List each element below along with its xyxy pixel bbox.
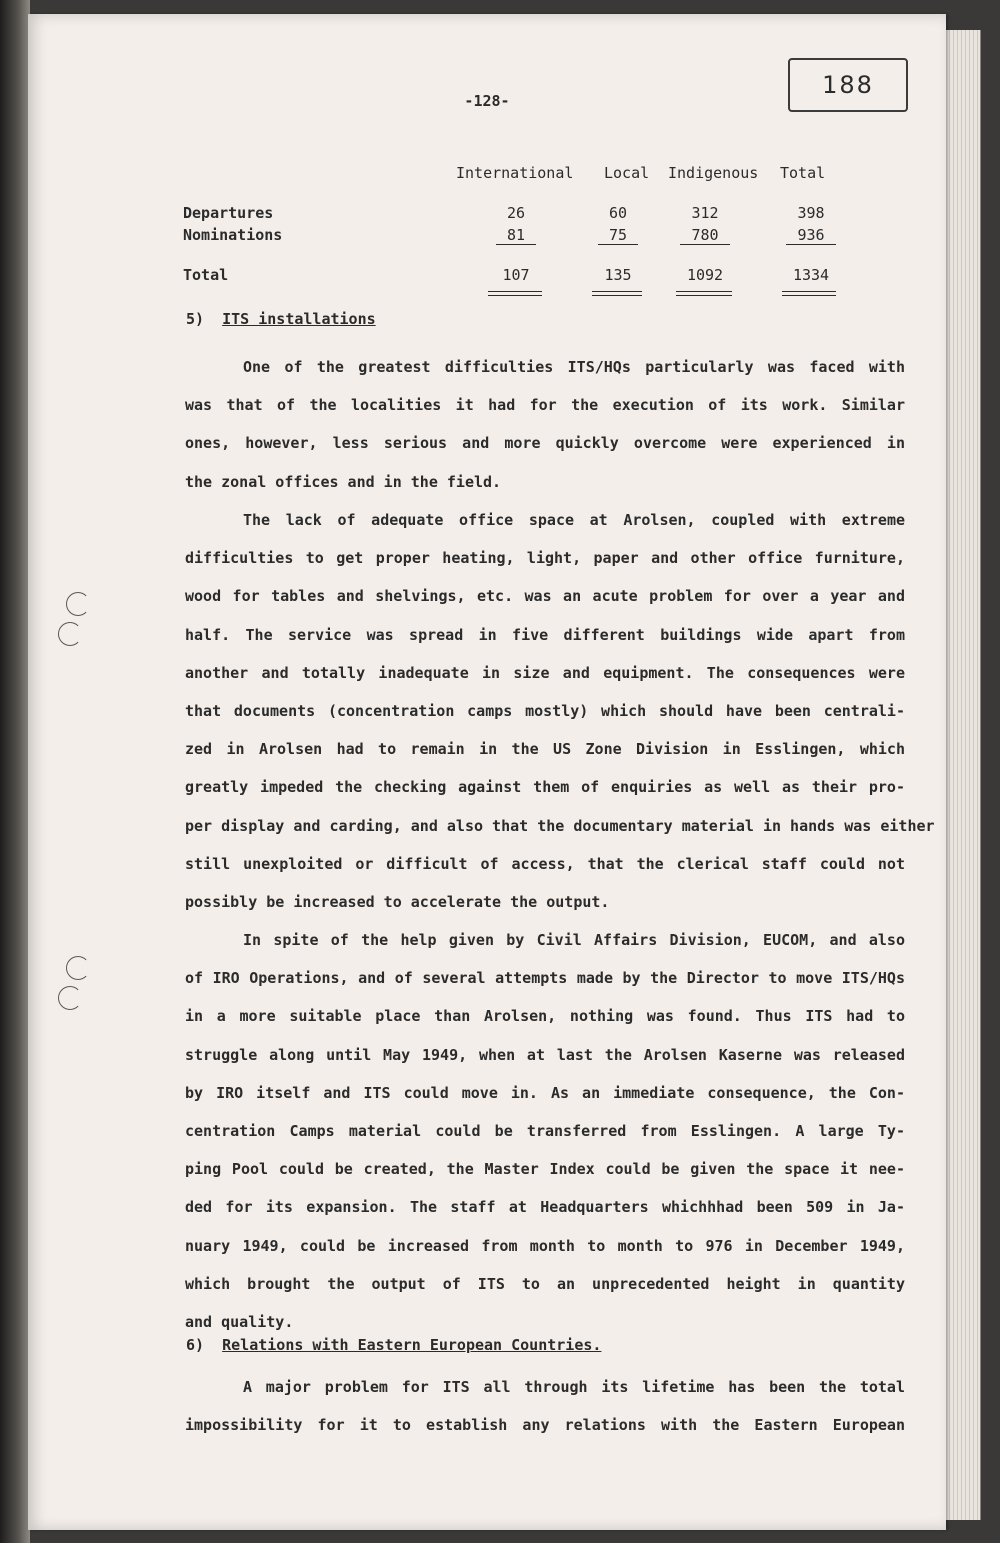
section-title: ITS installations — [222, 310, 376, 328]
double-rule — [488, 291, 542, 296]
text-line: One of the greatest difficulties ITS/HQs particularly was faced with — [243, 358, 905, 376]
section-title: Relations with Eastern European Countries. — [222, 1336, 602, 1354]
table-row — [28, 204, 946, 224]
cell-local: 135 — [604, 266, 632, 284]
text-line: still unexploited or difficult of access, that the clerical staff could not — [185, 854, 905, 873]
double-rule — [676, 291, 732, 296]
cell-total: 1334 — [792, 266, 830, 284]
paragraph — [185, 501, 935, 921]
text-line: difficulties to get proper heating, light, paper and other office furniture, — [185, 549, 905, 568]
text-line: greatly impeded the checking against them of enquiries as well as their pro- — [185, 778, 905, 797]
cell-total: 936 — [786, 226, 836, 245]
text-line: centration Camps material could be transferred from Esslingen. A large Ty- — [185, 1121, 905, 1140]
table-row — [28, 266, 946, 286]
text-line: in a more suitable place than Arolsen, nothing was found. Thus ITS had to — [185, 1007, 905, 1026]
double-rule — [592, 291, 642, 296]
text-line: The lack of adequate office space at Arolsen, coupled with extreme — [243, 511, 905, 529]
text-line: struggle along until May 1949, when at last the Arolsen Kaserne was released — [185, 1045, 905, 1064]
text-line: another and totally inadequate in size and equipment. The consequences were — [185, 663, 905, 682]
paragraph — [185, 348, 905, 501]
section-number: 5) — [186, 310, 205, 328]
punch-hole — [66, 592, 90, 616]
text-line: impossibility for it to establish any relations with the Eastern European — [185, 1416, 905, 1435]
text-line: of IRO Operations, and of several attempts made by the Director to move ITS/HQs — [185, 969, 905, 988]
text-line: ded for its expansion. The staff at Headquarters whichhhad been 509 in Ja- — [185, 1198, 905, 1217]
header-indigenous: Indigenous — [668, 164, 759, 182]
archive-stamp — [788, 58, 908, 112]
paragraph — [185, 1368, 905, 1444]
table-header-row — [28, 164, 946, 184]
cell-local: 75 — [598, 226, 638, 245]
text-line: ping Pool could be created, the Master Index could be given the space it nee- — [185, 1160, 905, 1179]
text-line: zed in Arolsen had to remain in the US Zone Division in Esslingen, which — [185, 740, 905, 759]
punch-hole — [58, 986, 82, 1010]
cell-international: 26 — [506, 204, 526, 222]
text-line: that documents (concentration camps mostly) which should have been centrali- — [185, 701, 905, 720]
text-line: was that of the localities it had for the execution of its work. Similar — [185, 396, 905, 415]
punch-hole — [66, 956, 90, 980]
header-total: Total — [780, 164, 826, 182]
page-number: -128- — [464, 92, 510, 110]
row-label: Departures — [183, 204, 274, 222]
text-line: A major problem for ITS all through its lifetime has been the total — [243, 1378, 905, 1396]
row-label: Total — [183, 266, 229, 284]
text-line: In spite of the help given by Civil Affairs Division, EUCOM, and also — [243, 931, 905, 949]
header-local: Local — [604, 164, 650, 182]
page-edges — [946, 30, 981, 1520]
cell-international: 107 — [502, 266, 530, 284]
text-line: the zonal offices and in the field. — [185, 472, 502, 491]
double-rule — [782, 291, 836, 296]
cell-total: 398 — [797, 204, 825, 222]
document-page — [28, 14, 946, 1530]
text-line: nuary 1949, could be increased from month to month to 976 in December 1949, — [185, 1236, 905, 1255]
table-row — [28, 226, 946, 246]
text-line: possibly be increased to accelerate the output. — [185, 892, 610, 911]
book-binding — [0, 0, 30, 1543]
text-line: wood for tables and shelvings, etc. was an acute problem for over a year and — [185, 587, 905, 606]
section-heading-relations — [186, 1336, 601, 1354]
punch-hole — [58, 622, 82, 646]
cell-indigenous: 1092 — [686, 266, 724, 284]
row-label: Nominations — [183, 226, 283, 244]
header-international: International — [456, 164, 574, 182]
text-line: half. The service was spread in five different buildings wide apart from — [185, 625, 905, 644]
stamp-number: 188 — [822, 71, 874, 99]
section-heading-installations — [186, 310, 376, 328]
cell-local: 60 — [608, 204, 628, 222]
cell-international: 81 — [496, 226, 536, 245]
section-number: 6) — [186, 1336, 205, 1354]
cell-indigenous: 312 — [691, 204, 719, 222]
cell-indigenous: 780 — [680, 226, 730, 245]
paragraph — [185, 921, 905, 1341]
text-line: per display and carding, and also that the documentary material in hands was either — [185, 816, 935, 835]
text-line: and quality. — [185, 1312, 294, 1331]
text-line: ones, however, less serious and more quickly overcome were experienced in — [185, 434, 905, 453]
text-line: by IRO itself and ITS could move in. As an immediate consequence, the Con- — [185, 1083, 905, 1102]
text-line: which brought the output of ITS to an unprecedented height in quantity — [185, 1274, 905, 1293]
